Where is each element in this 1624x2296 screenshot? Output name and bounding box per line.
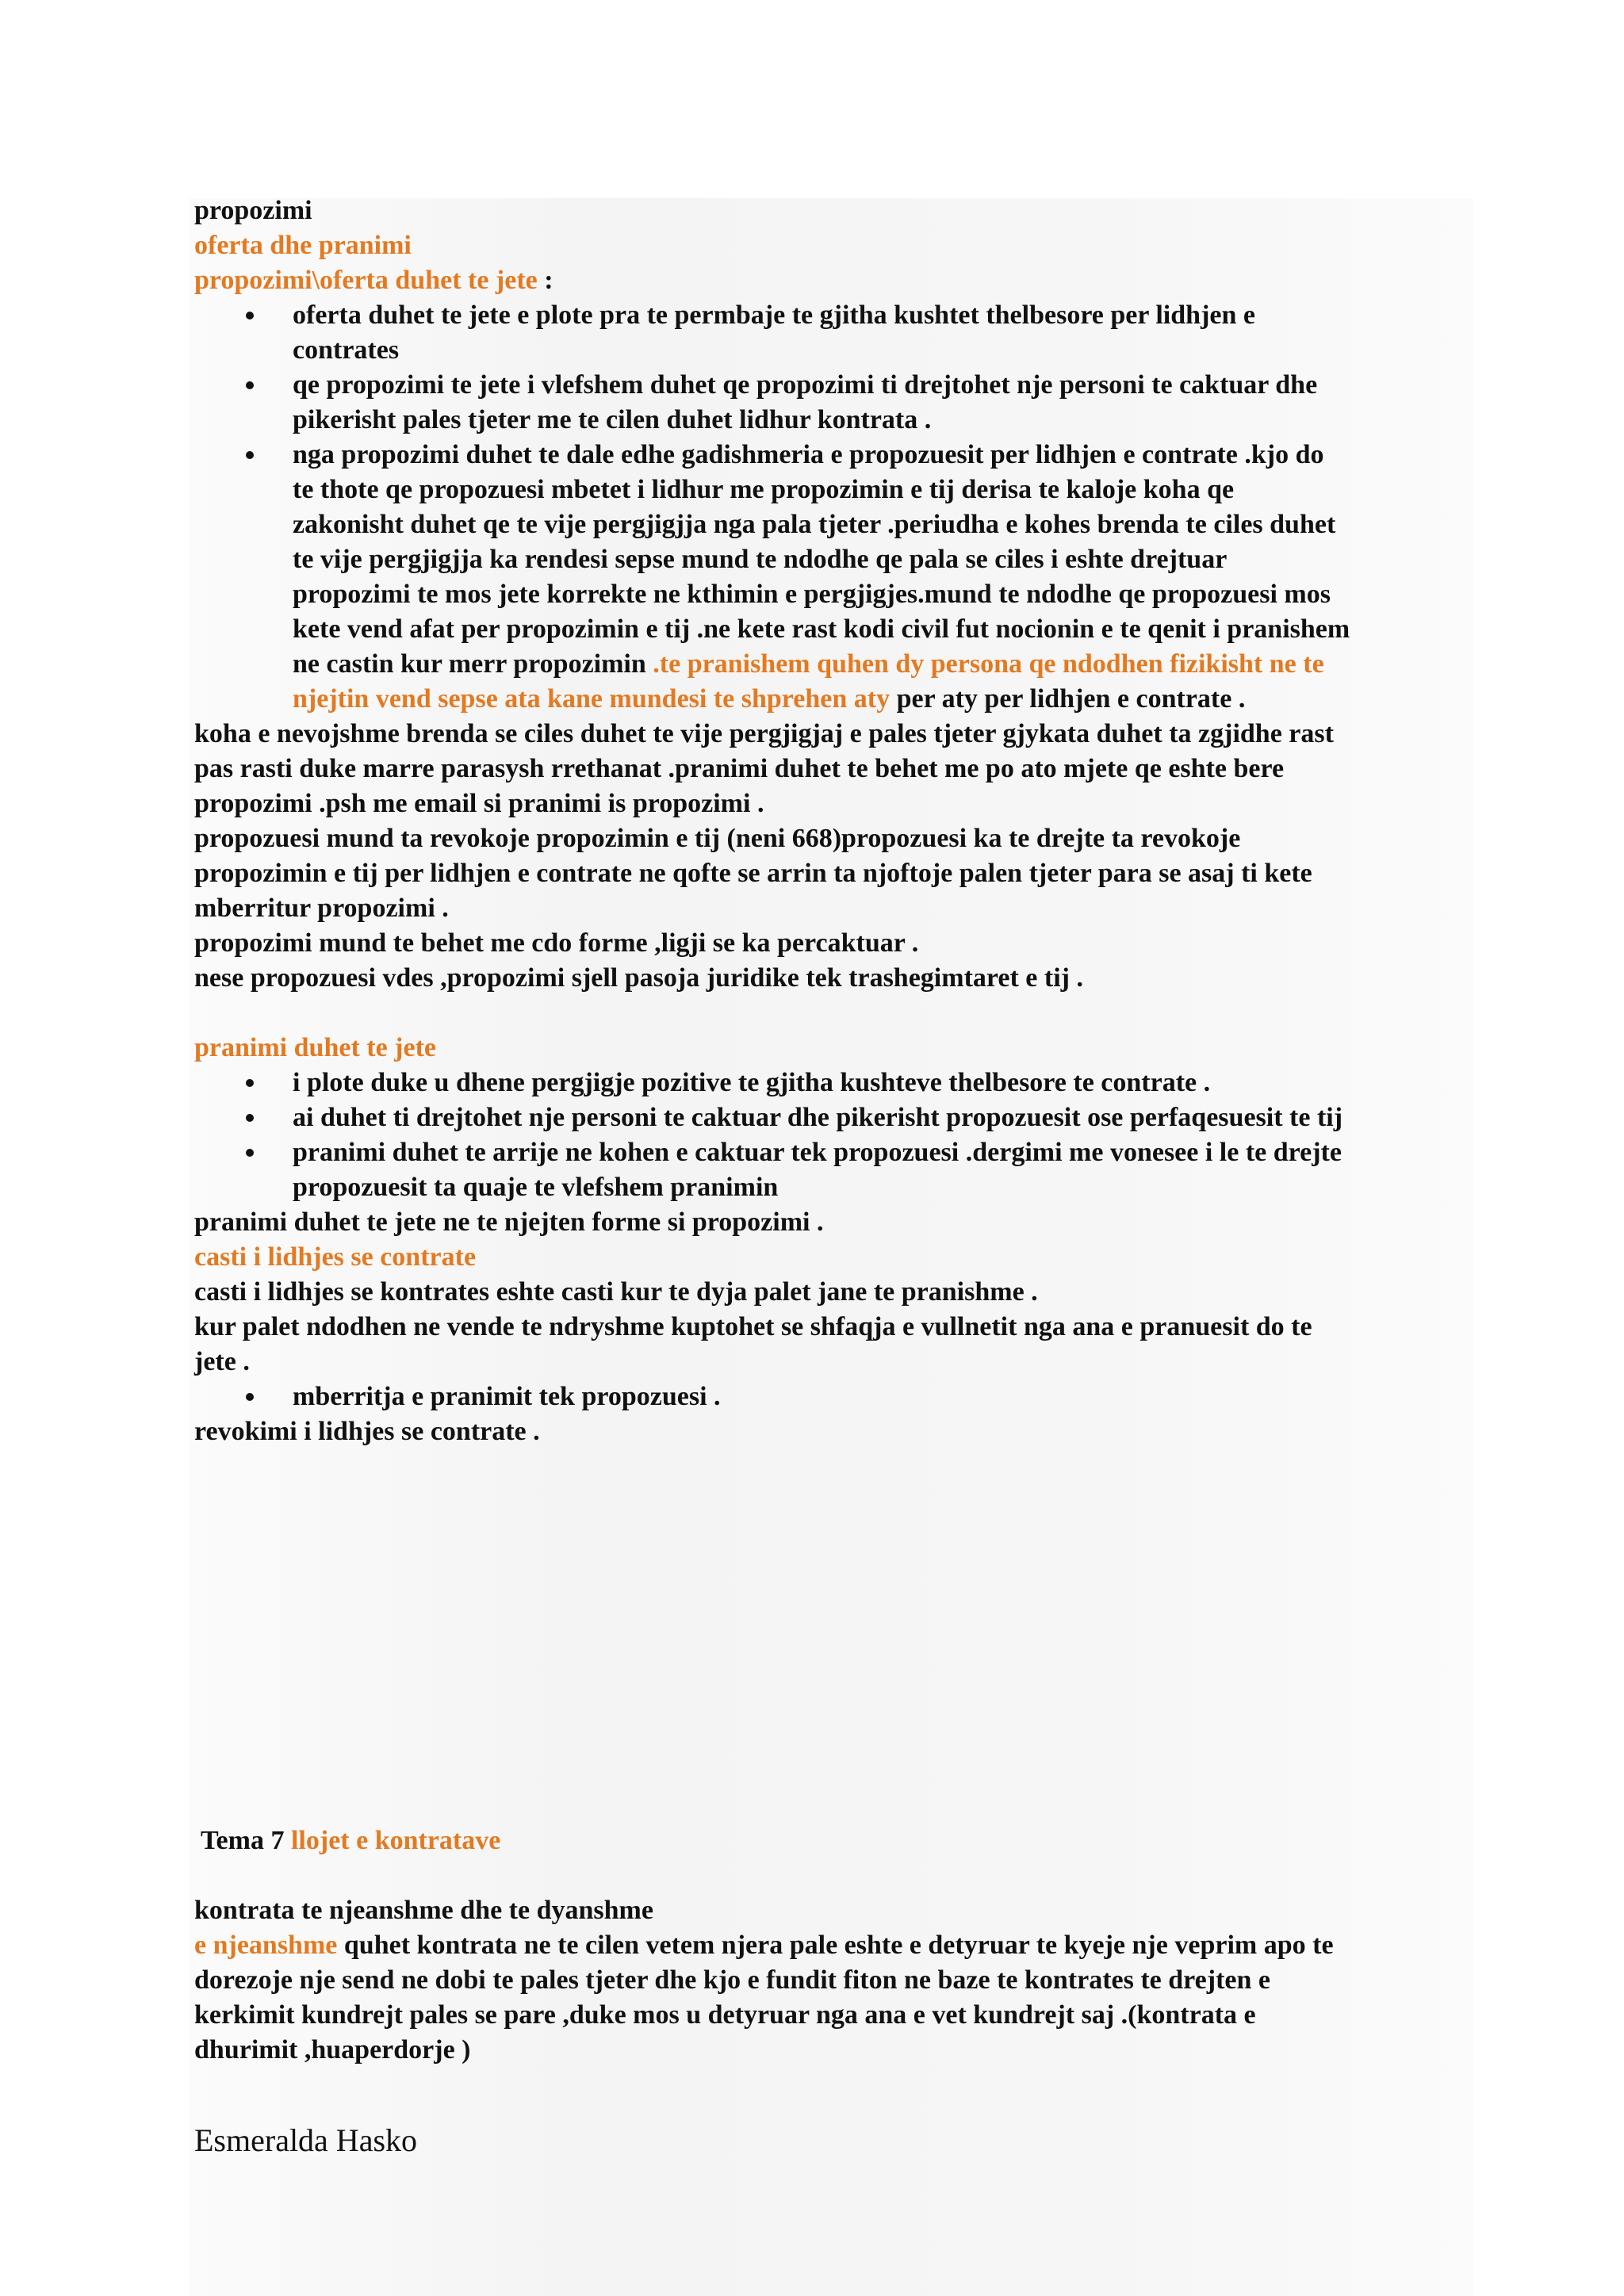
section-kontrata — [194, 1893, 1479, 2068]
mixed-black: per aty per lidhjen e contrate . — [890, 684, 1246, 714]
paragraph-line: dorezoje nje send ne dobi te pales tjeter dhe kjo e fundit fiton ne baze te kontrates te drejten e — [194, 1965, 1270, 1995]
bullet-item — [194, 1066, 1479, 1100]
propozimi-bullet-list — [194, 298, 1479, 717]
paragraph-line: kur palet ndodhen ne vende te ndryshme kuptohet se shfaqja e vullnetit nga ana e pranuesit do te — [194, 1312, 1312, 1341]
bullet-line: oferta duhet te jete e plote pra te permbaje te gjitha kushtet thelbesore per lidhjen e — [293, 300, 1255, 330]
bullet-item — [194, 368, 1479, 438]
subheading-oferta: oferta dhe pranimi — [194, 231, 412, 260]
tema-title-orange: llojet e kontratave — [290, 1826, 501, 1855]
bullet-item — [194, 1135, 1479, 1205]
subheading-casti: casti i lidhjes se contrate — [194, 1242, 477, 1272]
tema-title-black: Tema 7 — [201, 1826, 291, 1855]
paragraph-line: propozimin e tij per lidhjen e contrate ne qofte se arrin ta njoftoje palen tjeter para se asaj ti kete — [194, 859, 1312, 888]
paragraph-line: revokimi i lidhjes se contrate . — [194, 1417, 540, 1446]
mixed-orange: .te pranishem quhen dy persona qe ndodhen fizikisht ne te — [653, 649, 1324, 679]
bullet-line: te vije pergjigjja ka rendesi sepse mund te ndodhe qe pala se ciles i eshte drejtuar — [293, 545, 1228, 574]
paragraph-line: propozimi mund te behet me cdo forme ,ligji se ka percaktuar . — [194, 928, 919, 958]
bullet-line: qe propozimi te jete i vlefshem duhet qe propozimi ti drejtohet nje personi te caktuar dhe — [293, 370, 1318, 400]
paragraph-line: koha e nevojshme brenda se ciles duhet te vije pergjigjaj e pales tjeter gjykata duhet ta zgjidhe rast — [194, 719, 1334, 748]
bullet-item — [194, 298, 1479, 368]
heading-propozimi: propozimi — [194, 196, 312, 225]
paragraph-line: nese propozuesi vdes ,propozimi sjell pasoja juridike tek trashegimtaret e tij . — [194, 963, 1083, 993]
section-pranimi — [194, 1031, 1479, 1449]
bullet-line: mberritja e pranimit tek propozuesi . — [293, 1382, 721, 1411]
bullet-line: pranimi duhet te arrije ne kohen e caktuar tek propozuesi .dergimi me vonesee i le te drejte — [293, 1138, 1342, 1167]
bullet-item — [194, 1100, 1479, 1135]
intro-tail: : — [537, 266, 553, 295]
paragraph-line: propozimi .psh me email si pranimi is propozimi . — [194, 789, 764, 818]
bullet-line: zakonisht duhet qe te vije pergjigjja nga pala tjeter .periudha e kohes brenda te ciles duhet — [293, 510, 1336, 539]
paragraph-line: casti i lidhjes se kontrates eshte casti kur te dyja palet jane te pranishme . — [194, 1277, 1038, 1307]
bullet-line-mixed — [293, 647, 1479, 682]
intro-orange: propozimi\oferta duhet te jete — [194, 266, 538, 295]
bullet-line: contrates — [293, 335, 400, 365]
tema-title — [194, 1823, 1479, 1858]
bullet-line: pikerisht pales tjeter me te cilen duhet lidhur kontrata . — [293, 405, 932, 434]
section-tema7 — [194, 1823, 1479, 1858]
bullet-line: i plote duke u dhene pergjigje pozitive te gjitha kushteve thelbesore te contrate . — [293, 1068, 1211, 1097]
paragraph-line: pas rasti duke marre parasysh rrethanat .pranimi duhet te behet me po ato mjete qe eshte bere — [194, 754, 1285, 783]
paragraph-line: jete . — [194, 1347, 250, 1376]
mixed-black: ne castin kur merr propozimin — [293, 649, 653, 679]
author-signature: Esmeralda Hasko — [194, 2122, 418, 2158]
paragraph-line: propozuesi mund ta revokoje propozimin e tij (neni 668)propozuesi ka te drejte ta revokoje — [194, 824, 1241, 853]
bullet-line: kete vend afat per propozimin e tij .ne kete rast kodi civil fut nocionin e te qenit i pranishem — [293, 614, 1350, 644]
mixed-orange: njejtin vend sepse ata kane mundesi te shprehen aty — [293, 684, 891, 714]
bullet-line: nga propozimi duhet te dale edhe gadishmeria e propozuesit per lidhjen e contrate .kjo do — [293, 440, 1324, 469]
bullet-line: propozuesit ta quaje te vlefshem pranimin — [293, 1173, 779, 1202]
paragraph-line: pranimi duhet te jete ne te njejten forme si propozimi . — [194, 1207, 824, 1237]
paragraph-line: mberritur propozimi . — [194, 894, 449, 923]
bullet-line: propozimi te mos jete korrekte ne kthimin e pergjigjes.mund te ndodhe qe propozuesi mos — [293, 580, 1331, 609]
heading-pranimi: pranimi duhet te jete — [194, 1033, 437, 1062]
paragraph-line: kerkimit kundrejt pales se pare ,duke mos u detyruar nga ana e vet kundrejt saj .(kontrata e — [194, 2000, 1256, 2030]
paragraph-line: dhurimit ,huaperdorje ) — [194, 2035, 471, 2064]
pranimi-bullet-list — [194, 1066, 1479, 1205]
term-rest: quhet kontrata ne te cilen vetem njera pale eshte e detyruar te kyeje nje veprim apo te — [337, 1931, 1334, 1960]
casti-bullet-list — [194, 1380, 1479, 1414]
bullet-line: ai duhet ti drejtohet nje personi te caktuar dhe pikerisht propozuesit ose perfaqesuesit te tij — [293, 1103, 1343, 1132]
bullet-item — [194, 1380, 1479, 1414]
section-propozimi — [194, 193, 1479, 996]
term-orange: e njeanshme — [194, 1931, 338, 1960]
bullet-item — [194, 438, 1479, 717]
intro-line — [194, 263, 1479, 298]
bullet-line-mixed — [293, 682, 1479, 717]
paragraph-line-mixed — [194, 1928, 1479, 1963]
bullet-line: te thote qe propozuesi mbetet i lidhur me propozimin e tij derisa te kaloje koha qe — [293, 475, 1235, 504]
heading-kontrata: kontrata te njeanshme dhe te dyanshme — [194, 1896, 653, 1925]
